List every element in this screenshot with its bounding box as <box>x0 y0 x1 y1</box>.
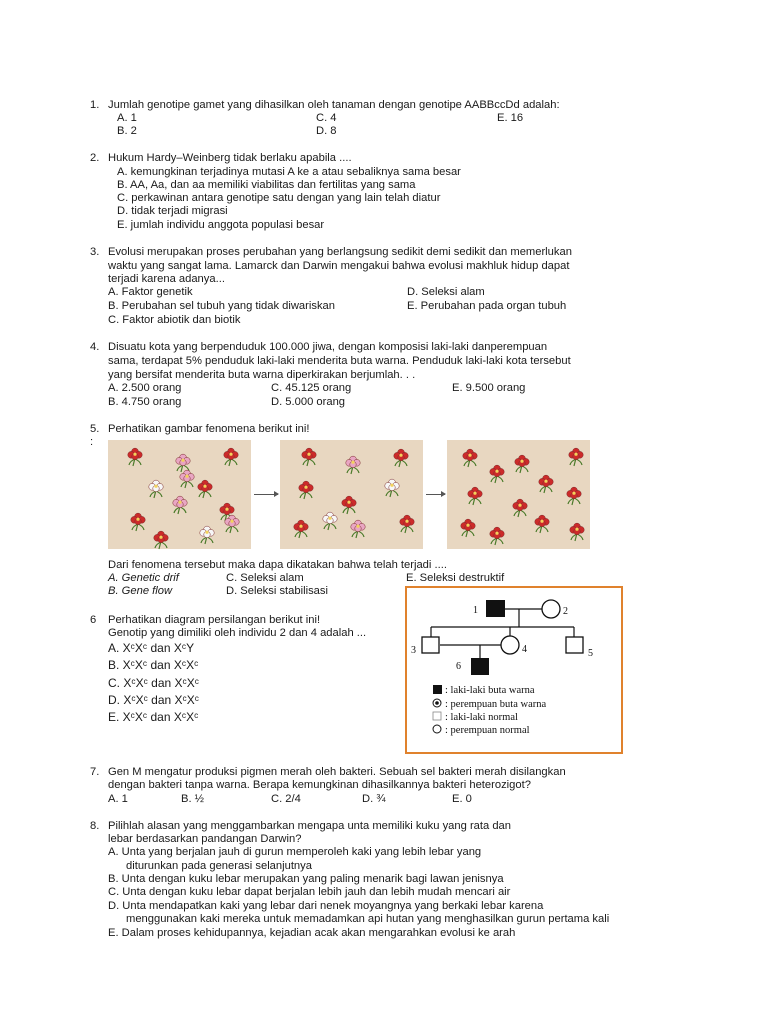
flower-icon <box>510 497 530 519</box>
legend-affected-male: : laki-laki buta warna <box>445 685 535 696</box>
q8-option-b: B. Unta dengan kuku lebar merupakan yang paling menarik bagi lawan jenisnya <box>108 873 504 885</box>
arrow-icon <box>254 494 278 495</box>
flower-icon <box>339 494 359 516</box>
flower-icon <box>197 524 217 546</box>
q3-line-3: terjadi karena adanya... <box>108 273 225 285</box>
q2-option-c: C. perkawinan antara genotipe satu dengan yang lain telah diatur <box>117 192 441 204</box>
label-2: 2 <box>563 606 568 617</box>
flower-icon <box>195 478 215 500</box>
q3-line-1: Evolusi merupakan proses perubahan yang berlangsung sedikit demi sedikit dan memerlukan <box>108 246 572 258</box>
flower-icon <box>382 477 402 499</box>
q8-option-d-cont: menggunakan kaki mereka untuk memadamkan api hutan yang menghasilkan gurun pertama kali <box>126 913 610 925</box>
q1-option-e: E. 16 <box>497 112 524 124</box>
q3-option-a: A. Faktor genetik <box>108 286 193 298</box>
flower-icon <box>465 485 485 507</box>
label-1: 1 <box>473 605 478 616</box>
q3-option-d: D. Seleksi alam <box>407 286 485 298</box>
flower-icon <box>343 454 363 476</box>
q5-number: 5. <box>90 423 100 435</box>
q2-number: 2. <box>90 152 100 164</box>
q5-after-text: Dari fenomena tersebut maka dapa dikatakan bahwa telah terjadi .... <box>108 559 447 571</box>
q6-option-d: D. XᶜXᶜ dan XᶜXᶜ <box>108 693 200 707</box>
q2-text: Hukum Hardy–Weinberg tidak berlaku apabila .... <box>108 152 352 164</box>
q2-option-b: B. AA, Aa, dan aa memiliki viabilitas dan fertilitas yang sama <box>117 179 416 191</box>
q6-option-a: A. XᶜXᶜ dan XᶜY <box>108 641 195 655</box>
legend-normal-male-symbol <box>433 712 441 720</box>
flower-icon <box>532 513 552 535</box>
q1-option-a: A. 1 <box>117 112 137 124</box>
individual-1-affected-male <box>486 600 505 617</box>
q8-option-c: C. Unta dengan kuku lebar dapat berjalan lebih jauh dan lebih mudah mencari air <box>108 886 511 898</box>
legend-normal-female-symbol <box>433 725 441 733</box>
flower-icon <box>128 511 148 533</box>
q8-number: 8. <box>90 820 100 832</box>
q7-option-a: A. 1 <box>108 793 128 805</box>
individual-5-male <box>566 637 583 653</box>
q1-number: 1. <box>90 99 100 111</box>
q5-option-e: E. Seleksi destruktif <box>406 572 505 584</box>
q6-line-2: Genotip yang dimiliki oleh individu 2 dan 4 adalah ... <box>108 627 367 639</box>
label-3: 3 <box>411 645 416 656</box>
q3-option-b: B. Perubahan sel tubuh yang tidak diwariskan <box>108 300 336 312</box>
q4-option-a: A. 2.500 orang <box>108 382 182 394</box>
q5-option-b: B. Gene flow <box>108 585 173 597</box>
q4-line-3: yang bersifat menderita buta warna diperkirakan berjumlah. . . <box>108 369 416 381</box>
q8-option-d: D. Unta mendapatkan kaki yang lebar dari nenek moyangnya yang berkaki lebar karena <box>108 900 544 912</box>
pedigree-diagram <box>405 586 623 754</box>
q3-option-e: E. Perubahan pada organ tubuh <box>407 300 567 312</box>
q7-line-1: Gen M mengatur produksi pigmen merah oleh bakteri. Sebuah sel bakteri merah disilangkan <box>108 766 566 778</box>
flower-icon <box>320 510 340 532</box>
legend-normal-male: : laki-laki normal <box>445 712 518 723</box>
flower-icon <box>566 446 586 468</box>
q5-text: Perhatikan gambar fenomena berikut ini! <box>108 423 310 435</box>
q6-option-c: C. XᶜXᶜ dan XᶜXᶜ <box>108 676 200 690</box>
q4-option-b: B. 4.750 orang <box>108 396 182 408</box>
q8-option-e: E. Dalam proses kehidupannya, kejadian acak akan mengarahkan evolusi ke arah <box>108 927 516 939</box>
q7-option-b: B. ½ <box>181 793 205 805</box>
q7-option-d: D. ¾ <box>362 793 386 805</box>
individual-4-female <box>501 636 519 654</box>
flower-icon <box>397 513 417 535</box>
flower-icon <box>170 494 190 516</box>
q7-line-2: dengan bakteri tanpa warna. Berapa kemungkinan dihasilkannya bakteri heterozigot? <box>108 779 531 791</box>
flower-icon <box>564 485 584 507</box>
q3-number: 3. <box>90 246 100 258</box>
q6-option-e: E. XᶜXᶜ dan XᶜXᶜ <box>108 710 199 724</box>
individual-2-female <box>542 600 560 618</box>
flower-icon <box>296 479 316 501</box>
legend-affected-male-symbol <box>433 685 442 694</box>
q4-option-e: E. 9.500 orang <box>452 382 526 394</box>
q4-line-1: Disuatu kota yang berpenduduk 100.000 jiwa, dengan komposisi laki-laki danperempuan <box>108 341 548 353</box>
individual-6-affected-male <box>471 658 489 675</box>
label-4: 4 <box>522 644 527 655</box>
q4-option-c: C. 45.125 orang <box>271 382 352 394</box>
individual-3-male <box>422 637 439 653</box>
flower-icon <box>512 453 532 475</box>
flower-icon <box>146 478 166 500</box>
q5-colon: : <box>90 436 94 448</box>
q4-line-2: sama, terdapat 5% penduduk laki-laki menderita buta warna. Penduduk laki-laki kota tersebut <box>108 355 571 367</box>
flower-icon <box>299 446 319 468</box>
flower-icon <box>487 463 507 485</box>
q6-number: 6 <box>90 614 97 626</box>
q1-option-d: D. 8 <box>316 125 337 137</box>
q7-number: 7. <box>90 766 100 778</box>
flower-icon <box>536 473 556 495</box>
flower-icon <box>458 517 478 539</box>
flower-icon <box>177 468 197 490</box>
q5-option-a: A. Genetic drif <box>108 572 179 584</box>
q1-text: Jumlah genotipe gamet yang dihasilkan oleh tanaman dengan genotipe AABBccDd adalah: <box>108 99 560 111</box>
q5-option-d: D. Seleksi stabilisasi <box>226 585 328 597</box>
q3-option-c: C. Faktor abiotik dan biotik <box>108 314 241 326</box>
flower-icon <box>291 518 311 540</box>
legend-carrier-female: : perempuan buta warna <box>445 699 547 710</box>
flower-icon <box>348 518 368 540</box>
label-6: 6 <box>456 661 461 672</box>
q1-option-c: C. 4 <box>316 112 337 124</box>
q8-option-a: A. Unta yang berjalan jauh di gurun memperoleh kaki yang lebih lebar yang <box>108 846 482 858</box>
q2-option-a: A. kemungkinan terjadinya mutasi A ke a atau sebaliknya sama besar <box>117 166 461 178</box>
q2-option-e: E. jumlah individu anggota populasi besar <box>117 219 325 231</box>
q6-line-1: Perhatikan diagram persilangan berikut ini! <box>108 614 321 626</box>
arrow-icon <box>426 494 445 495</box>
flower-icon <box>125 446 145 468</box>
q3-line-2: waktu yang sangat lama. Lamarck dan Darwin mengakui bahwa evolusi makhluk hidup dapat <box>108 260 570 272</box>
flower-icon <box>221 446 241 468</box>
flower-icon <box>151 529 171 551</box>
q2-option-d: D. tidak terjadi migrasi <box>117 205 228 217</box>
q8-line-2: lebar berdasarkan pandangan Darwin? <box>108 833 302 845</box>
flower-icon <box>460 447 480 469</box>
legend-normal-female: : perempuan normal <box>445 725 530 736</box>
q7-option-e: E. 0 <box>452 793 472 805</box>
q8-line-1: Pilihlah alasan yang menggambarkan mengapa unta memiliki kuku yang rata dan <box>108 820 511 832</box>
flower-icon <box>487 525 507 547</box>
flower-icon <box>222 513 242 535</box>
q6-option-b: B. XᶜXᶜ dan XᶜXᶜ <box>108 658 199 672</box>
q8-option-a-cont: diturunkan pada generasi selanjutnya <box>126 860 312 872</box>
q7-option-c: C. 2/4 <box>271 793 301 805</box>
q4-option-d: D. 5.000 orang <box>271 396 346 408</box>
q5-option-c: C. Seleksi alam <box>226 572 304 584</box>
flower-icon <box>391 447 411 469</box>
flower-icon <box>567 521 587 543</box>
label-5: 5 <box>588 648 593 659</box>
q4-number: 4. <box>90 341 100 353</box>
q1-option-b: B. 2 <box>117 125 137 137</box>
